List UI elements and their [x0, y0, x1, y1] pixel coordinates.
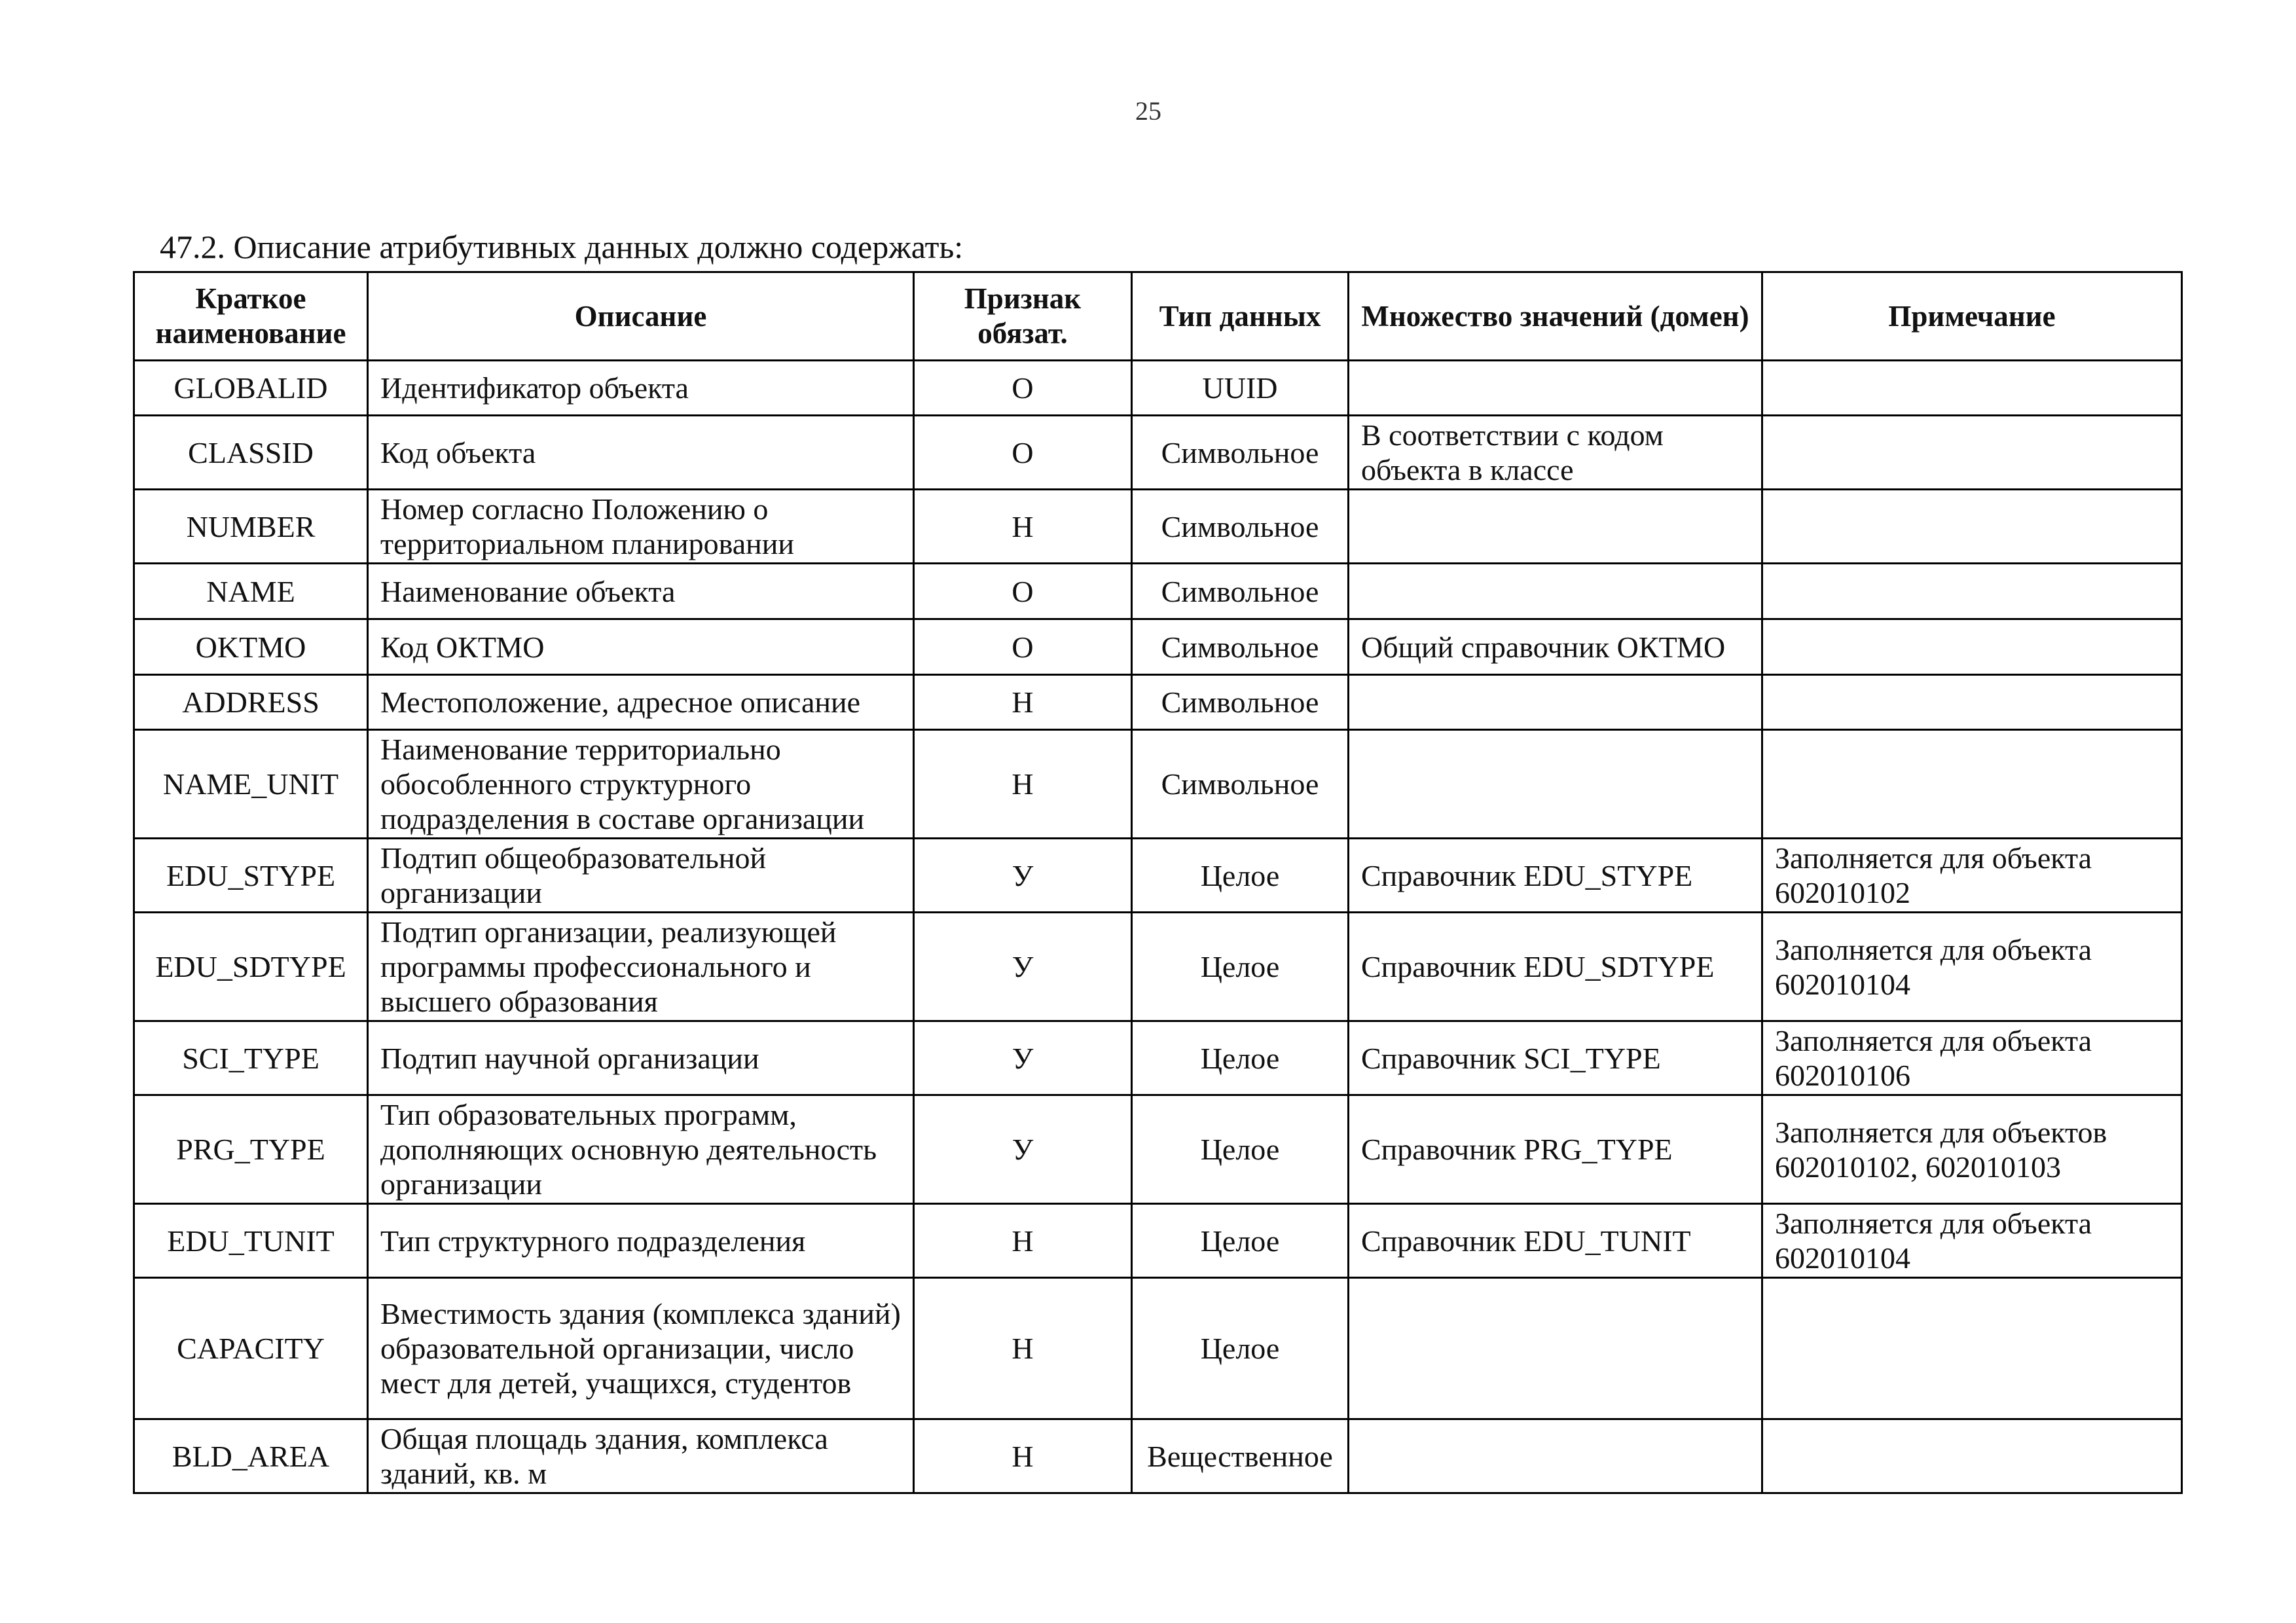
cell-code: NUMBER — [134, 490, 368, 564]
cell-code: CAPACITY — [134, 1278, 368, 1419]
cell-type: Целое — [1132, 1021, 1349, 1095]
cell-required: Н — [914, 1278, 1132, 1419]
cell-description: Номер согласно Положению о территориальном планировании — [368, 490, 914, 564]
cell-required: Н — [914, 1204, 1132, 1278]
cell-code: PRG_TYPE — [134, 1095, 368, 1204]
cell-description: Подтип организации, реализующей программы профессионального и высшего образования — [368, 913, 914, 1021]
table-header-row — [134, 272, 2182, 361]
cell-type: Целое — [1132, 839, 1349, 913]
cell-required: Н — [914, 490, 1132, 564]
column-header-description: Описание — [368, 272, 914, 361]
cell-required: У — [914, 1021, 1132, 1095]
cell-description: Код ОКТМО — [368, 619, 914, 675]
cell-domain: Справочник EDU_TUNIT — [1349, 1204, 1762, 1278]
cell-note — [1762, 1419, 2182, 1493]
cell-domain — [1349, 361, 1762, 416]
cell-domain — [1349, 675, 1762, 730]
section-intro: 47.2. Описание атрибутивных данных должно содержать: — [160, 228, 964, 265]
cell-note — [1762, 675, 2182, 730]
cell-required: О — [914, 564, 1132, 619]
cell-note — [1762, 730, 2182, 839]
cell-code: CLASSID — [134, 416, 368, 490]
cell-description: Идентификатор объекта — [368, 361, 914, 416]
table-row — [134, 839, 2182, 913]
cell-type: Целое — [1132, 1204, 1349, 1278]
cell-type: Символьное — [1132, 416, 1349, 490]
cell-code: EDU_TUNIT — [134, 1204, 368, 1278]
cell-required: У — [914, 1095, 1132, 1204]
cell-description: Местоположение, адресное описание — [368, 675, 914, 730]
cell-type: UUID — [1132, 361, 1349, 416]
column-header-note: Примечание — [1762, 272, 2182, 361]
table-row — [134, 675, 2182, 730]
cell-required: О — [914, 361, 1132, 416]
cell-type: Целое — [1132, 913, 1349, 1021]
cell-domain — [1349, 1278, 1762, 1419]
cell-type: Целое — [1132, 1278, 1349, 1419]
cell-code: SCI_TYPE — [134, 1021, 368, 1095]
cell-code: GLOBALID — [134, 361, 368, 416]
table-row — [134, 1095, 2182, 1204]
page-number: 25 — [1135, 96, 1161, 126]
cell-domain — [1349, 490, 1762, 564]
cell-description: Подтип общеобразовательной организации — [368, 839, 914, 913]
cell-description: Подтип научной организации — [368, 1021, 914, 1095]
column-header-required: Признак обязат. — [914, 272, 1132, 361]
cell-required: Н — [914, 1419, 1132, 1493]
cell-note: Заполняется для объекта 602010104 — [1762, 913, 2182, 1021]
cell-note — [1762, 490, 2182, 564]
cell-description: Наименование объекта — [368, 564, 914, 619]
column-header-code: Краткое наименование — [134, 272, 368, 361]
cell-description: Общая площадь здания, комплекса зданий, кв. м — [368, 1419, 914, 1493]
cell-domain: Справочник PRG_TYPE — [1349, 1095, 1762, 1204]
cell-code: EDU_STYPE — [134, 839, 368, 913]
table-row — [134, 1204, 2182, 1278]
table-row — [134, 490, 2182, 564]
cell-required: Н — [914, 675, 1132, 730]
table-row — [134, 913, 2182, 1021]
cell-description: Тип структурного подразделения — [368, 1204, 914, 1278]
cell-type: Вещественное — [1132, 1419, 1349, 1493]
cell-required: У — [914, 913, 1132, 1021]
cell-code: OKTMO — [134, 619, 368, 675]
cell-note: Заполняется для объекта 602010104 — [1762, 1204, 2182, 1278]
cell-note — [1762, 1278, 2182, 1419]
attribute-table — [133, 271, 2183, 1494]
table-row — [134, 416, 2182, 490]
cell-domain: Справочник SCI_TYPE — [1349, 1021, 1762, 1095]
cell-type: Символьное — [1132, 675, 1349, 730]
column-header-type: Тип данных — [1132, 272, 1349, 361]
table-row — [134, 361, 2182, 416]
cell-note: Заполняется для объекта 602010102 — [1762, 839, 2182, 913]
cell-required: У — [914, 839, 1132, 913]
cell-note — [1762, 564, 2182, 619]
cell-domain: Справочник EDU_STYPE — [1349, 839, 1762, 913]
cell-note — [1762, 416, 2182, 490]
column-header-domain: Множество значений (домен) — [1349, 272, 1762, 361]
cell-code: NAME — [134, 564, 368, 619]
cell-note — [1762, 619, 2182, 675]
table-row — [134, 730, 2182, 839]
cell-description: Код объекта — [368, 416, 914, 490]
cell-domain: В соответствии с кодом объекта в классе — [1349, 416, 1762, 490]
cell-required: Н — [914, 730, 1132, 839]
cell-note: Заполняется для объекта 602010106 — [1762, 1021, 2182, 1095]
cell-note: Заполняется для объектов 602010102, 602010103 — [1762, 1095, 2182, 1204]
cell-type: Символьное — [1132, 730, 1349, 839]
table-row — [134, 564, 2182, 619]
cell-description: Тип образовательных программ, дополняющих основную деятельность организации — [368, 1095, 914, 1204]
cell-description: Вместимость здания (комплекса зданий) образовательной организации, число мест для детей, учащихся, студентов — [368, 1278, 914, 1419]
table-row — [134, 619, 2182, 675]
cell-type: Символьное — [1132, 564, 1349, 619]
cell-type: Символьное — [1132, 490, 1349, 564]
cell-type: Символьное — [1132, 619, 1349, 675]
cell-code: EDU_SDTYPE — [134, 913, 368, 1021]
cell-domain — [1349, 1419, 1762, 1493]
cell-code: NAME_UNIT — [134, 730, 368, 839]
cell-note — [1762, 361, 2182, 416]
table-row — [134, 1278, 2182, 1419]
table-row — [134, 1419, 2182, 1493]
cell-code: ADDRESS — [134, 675, 368, 730]
table-row — [134, 1021, 2182, 1095]
cell-domain: Справочник EDU_SDTYPE — [1349, 913, 1762, 1021]
cell-required: О — [914, 619, 1132, 675]
cell-code: BLD_AREA — [134, 1419, 368, 1493]
cell-type: Целое — [1132, 1095, 1349, 1204]
cell-domain: Общий справочник ОКТМО — [1349, 619, 1762, 675]
cell-domain — [1349, 730, 1762, 839]
cell-required: О — [914, 416, 1132, 490]
cell-domain — [1349, 564, 1762, 619]
cell-description: Наименование территориально обособленного структурного подразделения в составе организации — [368, 730, 914, 839]
